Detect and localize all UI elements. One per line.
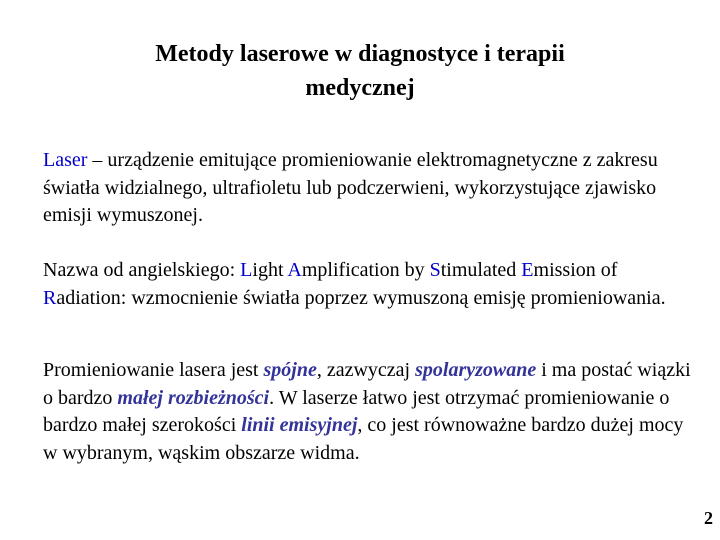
etymology-initial-r: R <box>43 286 57 309</box>
etymology-word-stimulated: timulated <box>440 259 522 281</box>
properties-text-2: , zazwyczaj <box>316 359 416 381</box>
definition-term: Laser <box>43 149 88 171</box>
page-number: 2 <box>704 508 713 528</box>
definition-text: – urządzenie emitujące promieniowanie elektromagnetyczne z zakresu światła widzialnego, ultrafioletu lub podczerwieni, wykorzystujące zjawisko emisji wymuszonej. <box>43 149 658 226</box>
etymology-word-emission: mission of <box>533 259 618 281</box>
properties-paragraph <box>43 357 693 467</box>
term-polarized: spolaryzowane <box>415 359 537 381</box>
slide-title <box>60 37 660 105</box>
etymology-word-radiation: adiation <box>56 286 121 309</box>
slide-title-line-2: medycznej <box>305 75 415 101</box>
etymology-paragraph <box>43 257 693 312</box>
term-low-divergence: małej rozbieżności <box>117 386 270 409</box>
properties-text-1: Promieniowanie lasera jest <box>43 359 264 381</box>
properties-text-4: . W laserze łatwo jest otrzymać promieniowanie o bardzo małej szerokości <box>43 386 670 436</box>
properties-text-3: i ma postać wiązki o bardzo <box>43 359 691 409</box>
etymology-initial-s: S <box>429 259 441 281</box>
term-coherent: spójne <box>263 359 317 381</box>
etymology-initial-e: E <box>521 259 534 281</box>
etymology-initial-l: L <box>240 259 253 281</box>
etymology-word-amplification: mplification by <box>301 259 430 281</box>
etymology-word-light: ight <box>252 259 288 281</box>
etymology-prefix: Nazwa od angielskiego: <box>43 259 241 281</box>
etymology-suffix: : wzmocnienie światła poprzez wymuszoną emisję promieniowania. <box>120 286 666 309</box>
term-emission-line: linii emisyjnej <box>241 414 358 436</box>
slide-title-line-1: Metody laserowe w diagnostyce i terapii <box>155 41 565 67</box>
etymology-initial-a: A <box>287 259 302 281</box>
definition-paragraph <box>43 147 693 230</box>
properties-text-5: , co jest równoważne bardzo dużej mocy w wybranym, wąskim obszarze widma. <box>43 414 684 464</box>
